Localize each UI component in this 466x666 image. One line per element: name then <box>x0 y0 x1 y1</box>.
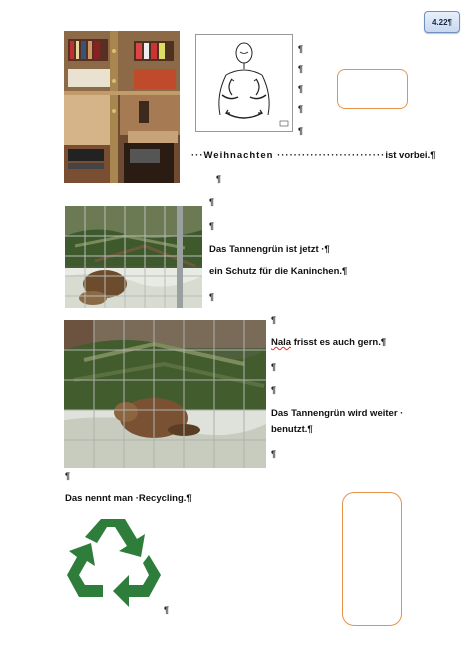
paragraph-mark: ¶ <box>271 385 277 395</box>
sentence-rabbit-protection: ein Schutz für die Kaninchen.¶ <box>209 266 348 277</box>
paragraph-mark: ¶ <box>209 292 215 302</box>
paragraph-mark: ¶ <box>271 315 277 325</box>
sentence-christmas-over: ···Weihnachten ··························ist vorbei.¶ <box>191 150 436 161</box>
paragraph-mark: ¶ <box>298 104 304 114</box>
sentence-nala-eats: Nala frisst es auch gern.¶ <box>271 337 387 348</box>
paragraph-mark: ¶ <box>209 221 215 231</box>
paragraph-mark: ¶ <box>65 471 71 481</box>
sentence-recycling: Das nennt man ·Recycling.¶ <box>65 493 192 504</box>
sentence-fir-green: Das Tannengrün ist jetzt ·¶ <box>209 244 330 255</box>
empty-text-box[interactable] <box>342 492 402 626</box>
empty-text-box[interactable] <box>337 69 408 109</box>
gesture-drawing <box>195 34 293 132</box>
photo-fir-branches-fence <box>65 206 202 308</box>
sentence-fir-reused-a: Das Tannengrün wird weiter · <box>271 408 404 419</box>
paragraph-mark: ¶ <box>271 362 277 372</box>
paragraph-mark: ¶ <box>216 174 222 184</box>
photo-rabbit-in-fir <box>64 320 266 468</box>
paragraph-mark: ¶ <box>298 44 304 54</box>
paragraph-mark: ¶ <box>271 449 277 459</box>
photo-living-room <box>64 31 180 183</box>
page-number-badge: 4.22¶ <box>424 11 460 33</box>
paragraph-mark: ¶ <box>209 197 215 207</box>
recycling-icon <box>63 515 163 611</box>
paragraph-mark: ¶ <box>164 605 170 615</box>
paragraph-mark: ¶ <box>298 126 304 136</box>
paragraph-mark: ¶ <box>298 64 304 74</box>
sentence-fir-reused-b: benutzt.¶ <box>271 424 313 435</box>
paragraph-mark: ¶ <box>298 84 304 94</box>
